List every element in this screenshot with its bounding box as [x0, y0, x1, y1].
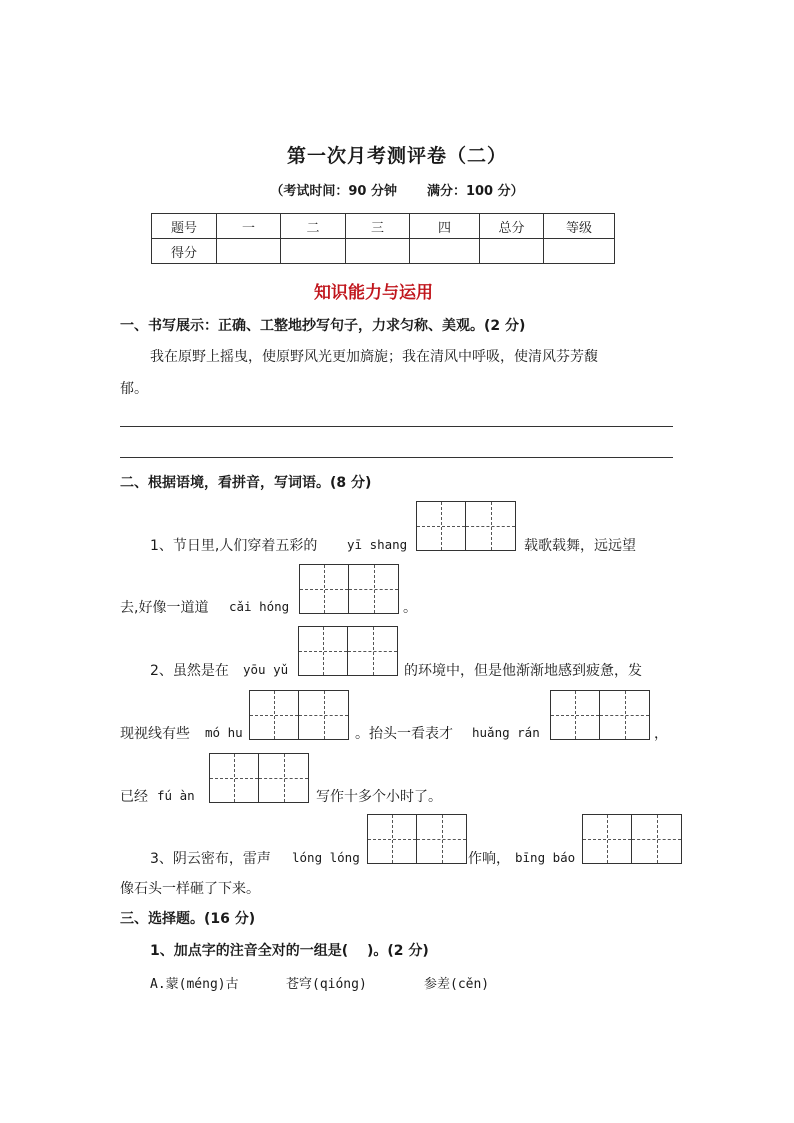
score-table	[151, 213, 615, 264]
answer-grid[interactable]	[367, 814, 467, 864]
q2-text: 载歌载舞，远远望	[524, 538, 636, 554]
pinyin-prompt: bīng báo	[515, 850, 576, 865]
q2-heading: 二、根据语境，看拼音，写词语。(8 分)	[120, 475, 372, 491]
page-title: 第一次月考测评卷（二）	[286, 145, 507, 167]
exam-full-score: 满分：100 分）	[426, 184, 524, 199]
score-cell[interactable]	[544, 239, 615, 264]
grid-cell[interactable]	[259, 754, 308, 802]
answer-grid[interactable]	[550, 690, 650, 740]
score-table-header-row	[152, 214, 615, 239]
q3-heading: 三、选择题。(16 分)	[120, 911, 256, 927]
grid-cell[interactable]	[551, 691, 600, 739]
q2-text: 像石头一样砸了下来。	[120, 881, 260, 897]
pinyin-prompt: huǎng rán	[472, 725, 540, 740]
q2-text: 去,好像一道道	[120, 600, 209, 616]
score-header-cell: 四	[410, 214, 480, 239]
q2-text: 的环境中，但是他渐渐地感到疲惫，发	[404, 663, 642, 679]
q1-heading: 一、书写展示：正确、工整地抄写句子，力求匀称、美观。(2 分)	[120, 318, 526, 334]
score-header-cell: 等级	[544, 214, 615, 239]
grid-cell[interactable]	[348, 627, 397, 675]
score-cell[interactable]	[217, 239, 281, 264]
grid-cell[interactable]	[349, 565, 398, 613]
score-row-label: 得分	[152, 239, 217, 264]
pinyin-prompt: mó hu	[205, 725, 243, 740]
q2-text: 2、虽然是在	[150, 663, 229, 679]
score-cell[interactable]	[346, 239, 410, 264]
grid-cell[interactable]	[632, 815, 681, 863]
answer-grid[interactable]	[249, 690, 349, 740]
q2-text: 3、阴云密布，雷声	[150, 851, 271, 867]
q1-sentence-line2: 郁。	[120, 381, 148, 397]
q2-text: 作响，	[468, 851, 510, 867]
q2-text: 已经	[120, 789, 148, 805]
option-a-item3: 参差(cěn)	[424, 977, 490, 992]
writing-line[interactable]	[120, 457, 673, 458]
answer-grid[interactable]	[209, 753, 309, 803]
q3-subquestion: 1、加点字的注音全对的一组是( )。(2 分)	[150, 943, 429, 959]
exam-time: （考试时间：90 分钟	[270, 184, 397, 199]
q2-text: 现视线有些	[120, 726, 190, 742]
q2-text: 1、节日里,人们穿着五彩的	[150, 538, 318, 554]
pinyin-prompt: yōu yǔ	[243, 662, 289, 677]
grid-cell[interactable]	[417, 815, 466, 863]
pinyin-prompt: cǎi hóng	[229, 599, 290, 614]
section-heading: 知识能力与运用	[314, 283, 433, 303]
q2-text: ，	[654, 726, 668, 742]
answer-grid[interactable]	[299, 564, 399, 614]
writing-line[interactable]	[120, 426, 673, 427]
exam-info	[0, 180, 794, 199]
pinyin-prompt: lóng lóng	[292, 850, 360, 865]
q2-text: 。	[403, 600, 417, 616]
grid-cell[interactable]	[250, 691, 299, 739]
grid-cell[interactable]	[299, 691, 348, 739]
answer-grid[interactable]	[416, 501, 516, 551]
score-header-cell: 总分	[480, 214, 544, 239]
score-cell[interactable]	[281, 239, 346, 264]
pinyin-prompt: fú àn	[157, 788, 195, 803]
q1-sentence-line1: 我在原野上摇曳，使原野风光更加旖旎；我在清风中呼吸，使清风芬芳馥	[150, 349, 598, 365]
grid-cell[interactable]	[210, 754, 259, 802]
score-header-cell: 题号	[152, 214, 217, 239]
option-a-item1: A.蒙(méng)古	[150, 977, 239, 992]
grid-cell[interactable]	[299, 627, 348, 675]
grid-cell[interactable]	[583, 815, 632, 863]
grid-cell[interactable]	[466, 502, 515, 550]
score-header-cell: 一	[217, 214, 281, 239]
answer-grid[interactable]	[582, 814, 682, 864]
pinyin-prompt: yī shang	[347, 537, 408, 552]
score-cell[interactable]	[480, 239, 544, 264]
answer-grid[interactable]	[298, 626, 398, 676]
option-a-item2: 苍穹(qióng)	[286, 977, 367, 992]
score-table-value-row	[152, 239, 615, 264]
score-header-cell: 三	[346, 214, 410, 239]
grid-cell[interactable]	[600, 691, 649, 739]
grid-cell[interactable]	[368, 815, 417, 863]
q2-text: 写作十多个小时了。	[316, 789, 442, 805]
grid-cell[interactable]	[417, 502, 466, 550]
score-header-cell: 二	[281, 214, 346, 239]
grid-cell[interactable]	[300, 565, 349, 613]
score-cell[interactable]	[410, 239, 480, 264]
q2-text: 。抬头一看表才	[355, 726, 453, 742]
